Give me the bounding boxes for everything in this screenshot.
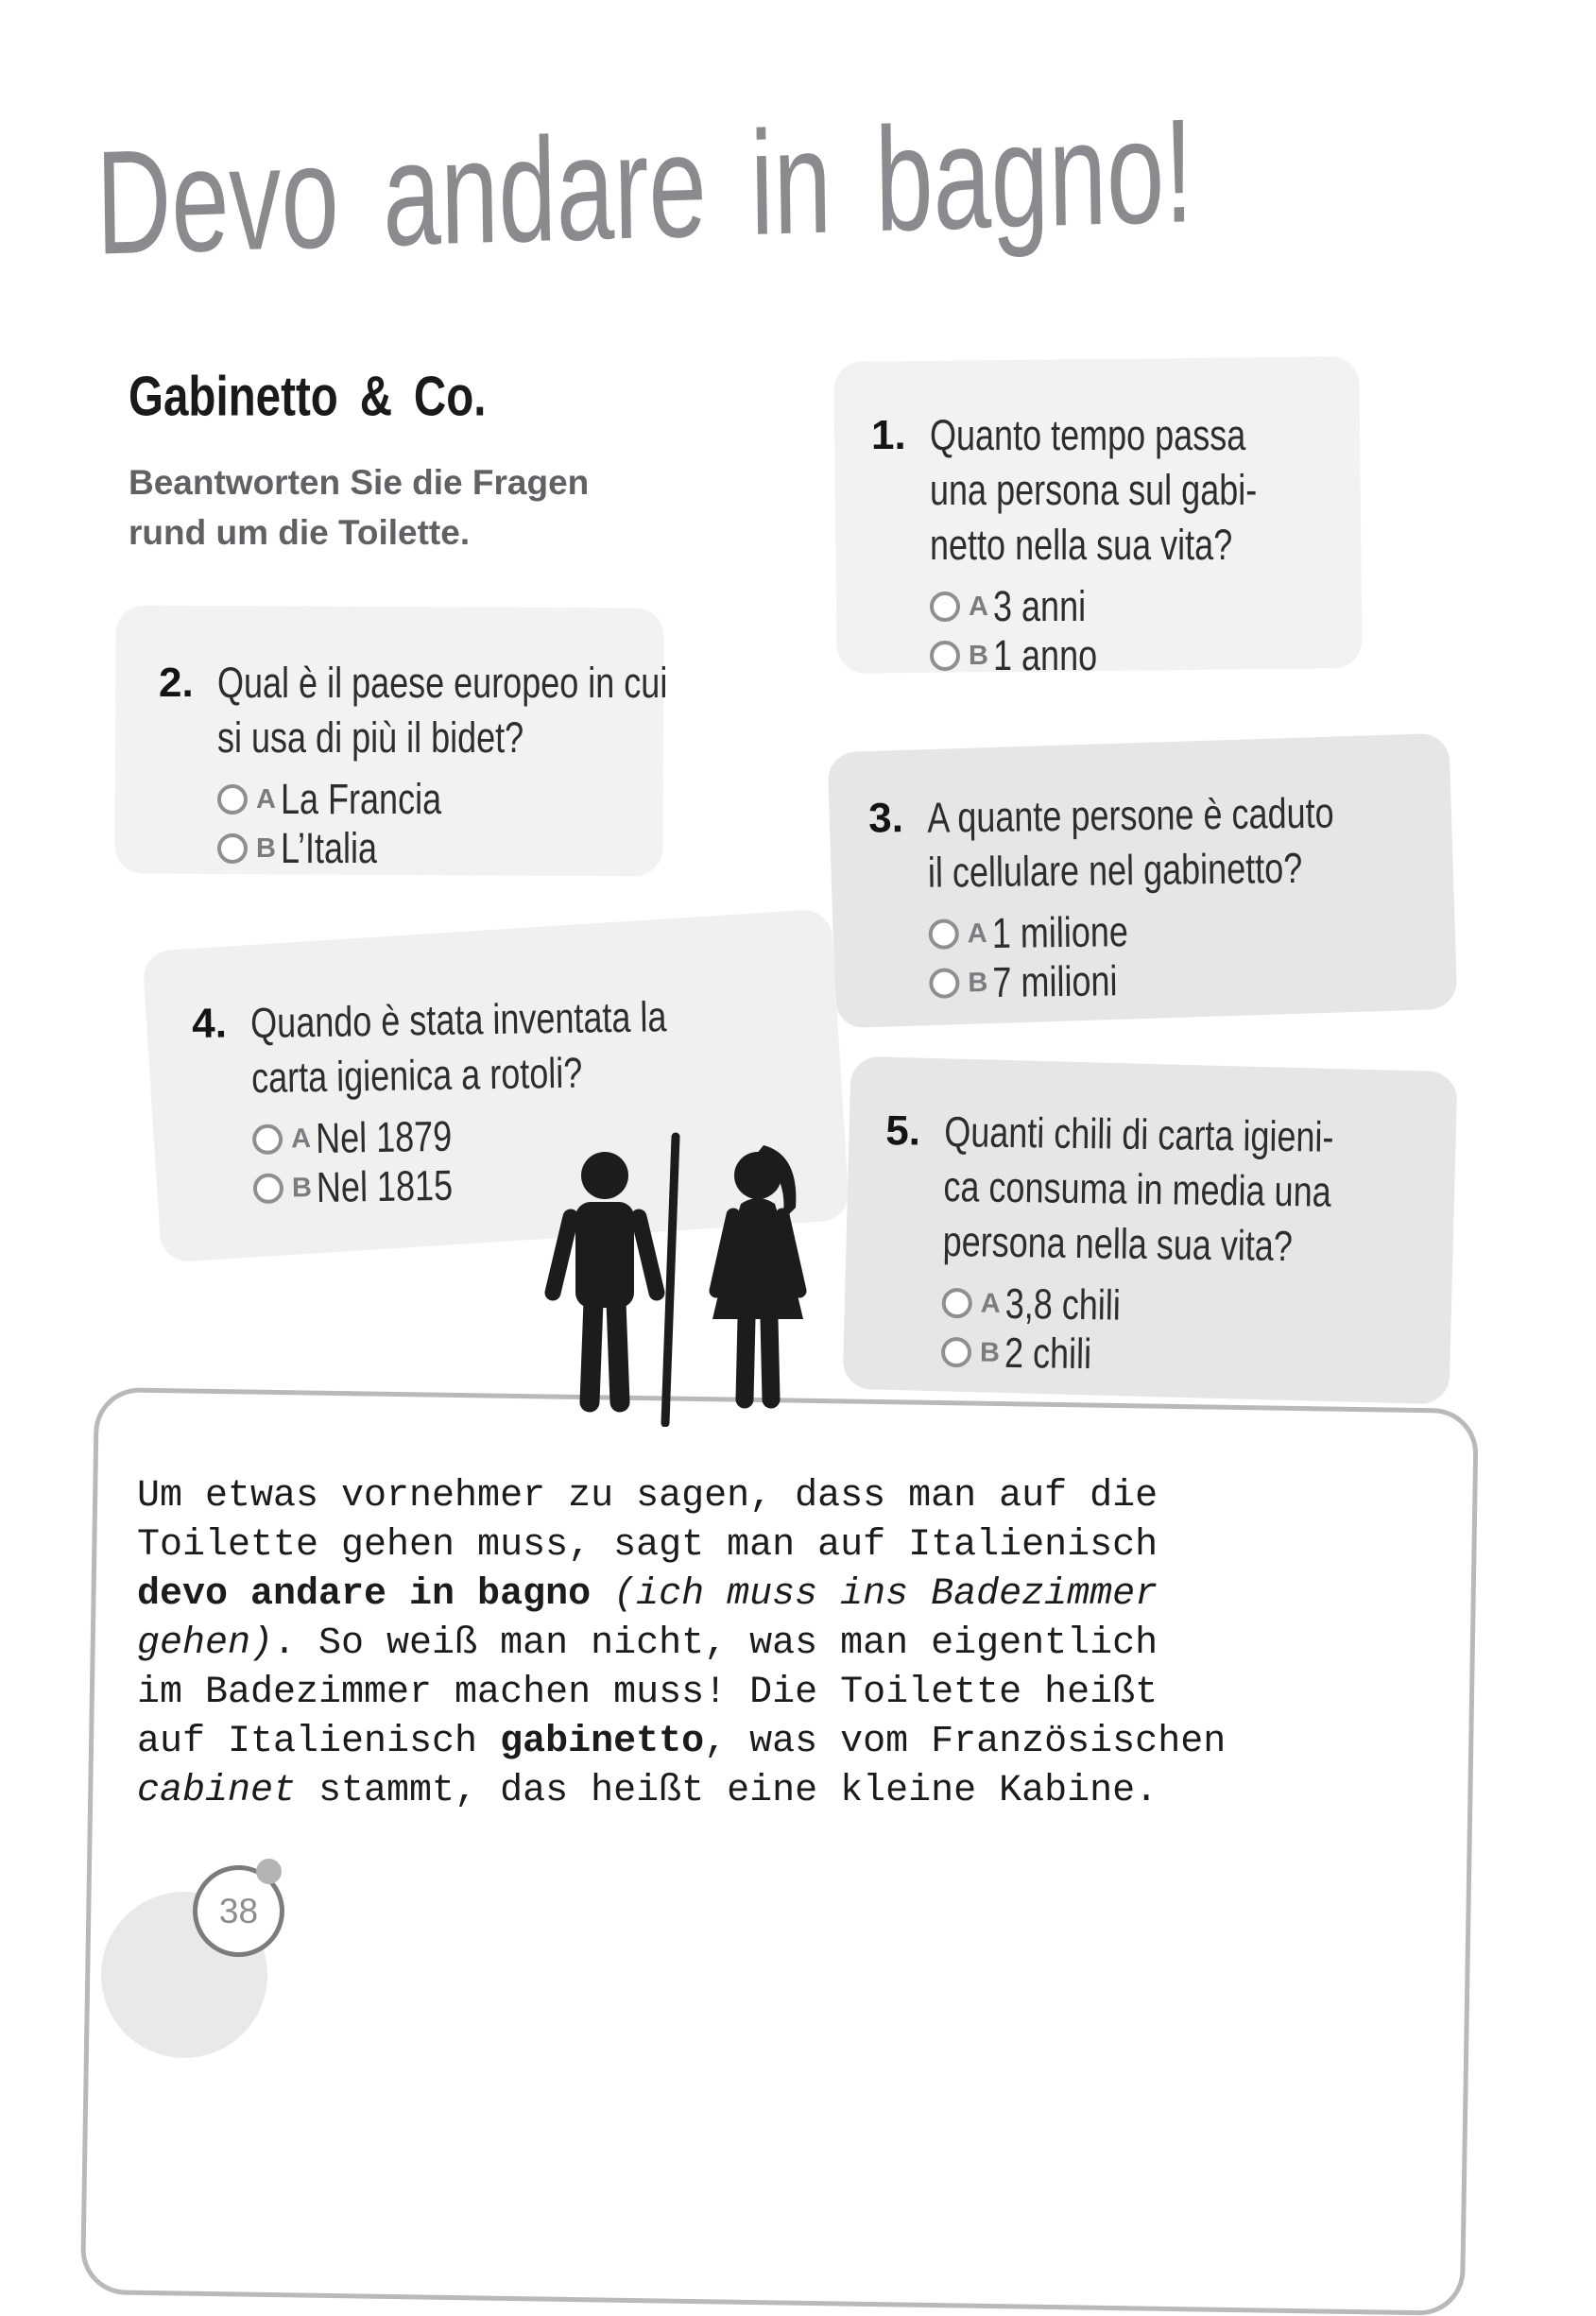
question-number: 1. <box>871 412 906 458</box>
option-label: 1 milione <box>991 907 1129 957</box>
question-text <box>930 408 1339 573</box>
restroom-icon <box>522 1113 843 1427</box>
note-line <box>137 1620 1226 1669</box>
answer-options <box>941 1278 1452 1384</box>
option-label: 3,8 chili <box>1004 1278 1122 1330</box>
divider-line <box>665 1137 676 1423</box>
question-box-5 <box>847 1064 1453 1397</box>
note-line <box>137 1472 1226 1521</box>
page-title: Devo andare in bagno! <box>94 88 1194 286</box>
option-label: Nel 1815 <box>316 1160 454 1211</box>
note-segment: stammt, das heißt eine kleine Kabine. <box>296 1770 1158 1812</box>
question-number: 2. <box>159 660 194 706</box>
answer-option[interactable] <box>941 1278 1452 1335</box>
note-segment: gehen) <box>137 1622 274 1665</box>
note-segment: . So weiß man nicht, was man eigentlich <box>273 1622 1158 1665</box>
option-label: Nel 1879 <box>315 1111 453 1163</box>
question-line: ca consuma in media una <box>943 1161 1332 1216</box>
answer-option[interactable] <box>217 775 663 824</box>
option-letter: B <box>291 1172 314 1203</box>
badge-dot <box>256 1859 282 1884</box>
option-letter: A <box>967 918 988 949</box>
question-text <box>927 784 1436 901</box>
note-segment: auf Italienisch <box>137 1721 501 1763</box>
option-radio[interactable] <box>253 1174 283 1204</box>
note-segment: gabinetto <box>500 1721 705 1763</box>
question-line: Qual è il paese europeo in cui <box>217 659 668 707</box>
note-segment <box>591 1573 613 1616</box>
note-line <box>137 1718 1226 1767</box>
page-number: 38 <box>218 1891 259 1930</box>
option-letter: A <box>969 591 989 622</box>
answer-options <box>928 903 1454 1008</box>
option-radio[interactable] <box>930 641 960 671</box>
answer-option[interactable] <box>929 952 1455 1008</box>
note-line <box>137 1570 1226 1620</box>
answer-option[interactable] <box>930 582 1361 631</box>
woman-pictogram <box>712 1145 803 1399</box>
man-pictogram <box>553 1152 657 1402</box>
option-radio[interactable] <box>217 784 248 815</box>
note-line <box>137 1669 1226 1718</box>
answer-options <box>217 775 663 873</box>
option-label: 1 anno <box>992 631 1098 679</box>
option-letter: B <box>256 832 277 864</box>
section-intro <box>129 457 589 558</box>
note-line <box>137 1521 1226 1570</box>
note-segment: cabinet <box>137 1770 297 1812</box>
option-label: 2 chili <box>1004 1328 1092 1379</box>
option-radio[interactable] <box>217 833 248 864</box>
option-label: 3 anni <box>992 582 1087 630</box>
option-label: 7 milioni <box>992 956 1118 1006</box>
intro-line: Beantworten Sie die Fragen <box>129 463 590 502</box>
question-line: una persona sul gabi- <box>930 466 1258 514</box>
question-number: 4. <box>191 1000 228 1048</box>
note-segment: im Badezimmer machen muss! Die Toilette heißt <box>137 1672 1158 1714</box>
option-letter: A <box>256 783 277 815</box>
question-number: 5. <box>884 1107 921 1155</box>
question-text <box>217 656 780 765</box>
option-radio[interactable] <box>942 1288 972 1318</box>
question-line: A quante persone è caduto <box>926 788 1334 842</box>
option-radio[interactable] <box>929 918 959 949</box>
question-line: si usa di più il bidet? <box>217 713 524 762</box>
question-number: 3. <box>867 795 904 842</box>
option-label: L’Italia <box>280 824 378 872</box>
question-text <box>250 987 772 1106</box>
note-segment: , was vom Französischen <box>704 1721 1227 1763</box>
question-line: carta igienica a rotoli? <box>250 1048 583 1103</box>
section-heading: Gabinetto & Co. <box>129 365 487 428</box>
answer-options <box>930 582 1361 680</box>
note-line <box>137 1767 1226 1816</box>
question-box-2 <box>115 607 668 875</box>
question-box-3 <box>832 743 1453 1019</box>
question-line: Quanto tempo passa <box>930 411 1246 459</box>
question-line: persona nella sua vita? <box>942 1216 1294 1271</box>
option-letter: B <box>968 967 989 998</box>
intro-line: rund um die Toilette. <box>129 513 471 552</box>
question-line: netto nella sua vita? <box>930 521 1233 569</box>
option-radio[interactable] <box>929 968 959 998</box>
note-segment: Um etwas vornehmer zu sagen, dass man auf die <box>137 1475 1158 1518</box>
question-box-1 <box>835 359 1361 679</box>
answer-option[interactable] <box>941 1328 1452 1384</box>
question-text <box>942 1105 1432 1276</box>
option-letter: B <box>979 1337 1002 1368</box>
note-segment: devo andare in bagno <box>137 1573 592 1616</box>
question-line: Quanti chili di carta igieni- <box>943 1107 1334 1161</box>
answer-option[interactable] <box>217 824 663 873</box>
question-line: il cellulare nel gabinetto? <box>927 843 1303 897</box>
option-letter: A <box>980 1288 1002 1319</box>
option-radio[interactable] <box>252 1124 283 1155</box>
question-line: Quando è stata inventata la <box>249 992 667 1048</box>
option-letter: B <box>969 640 989 671</box>
option-radio[interactable] <box>941 1337 971 1367</box>
answer-option[interactable] <box>928 903 1454 959</box>
option-letter: A <box>290 1123 313 1154</box>
note-segment: Toilette gehen muss, sagt man auf Italienisch <box>137 1524 1158 1567</box>
option-radio[interactable] <box>930 592 960 622</box>
answer-option[interactable] <box>930 631 1361 680</box>
note-text <box>137 1472 1226 1816</box>
note-segment: (ich muss ins Badezimmer <box>613 1573 1158 1616</box>
option-label: La Francia <box>280 775 442 823</box>
